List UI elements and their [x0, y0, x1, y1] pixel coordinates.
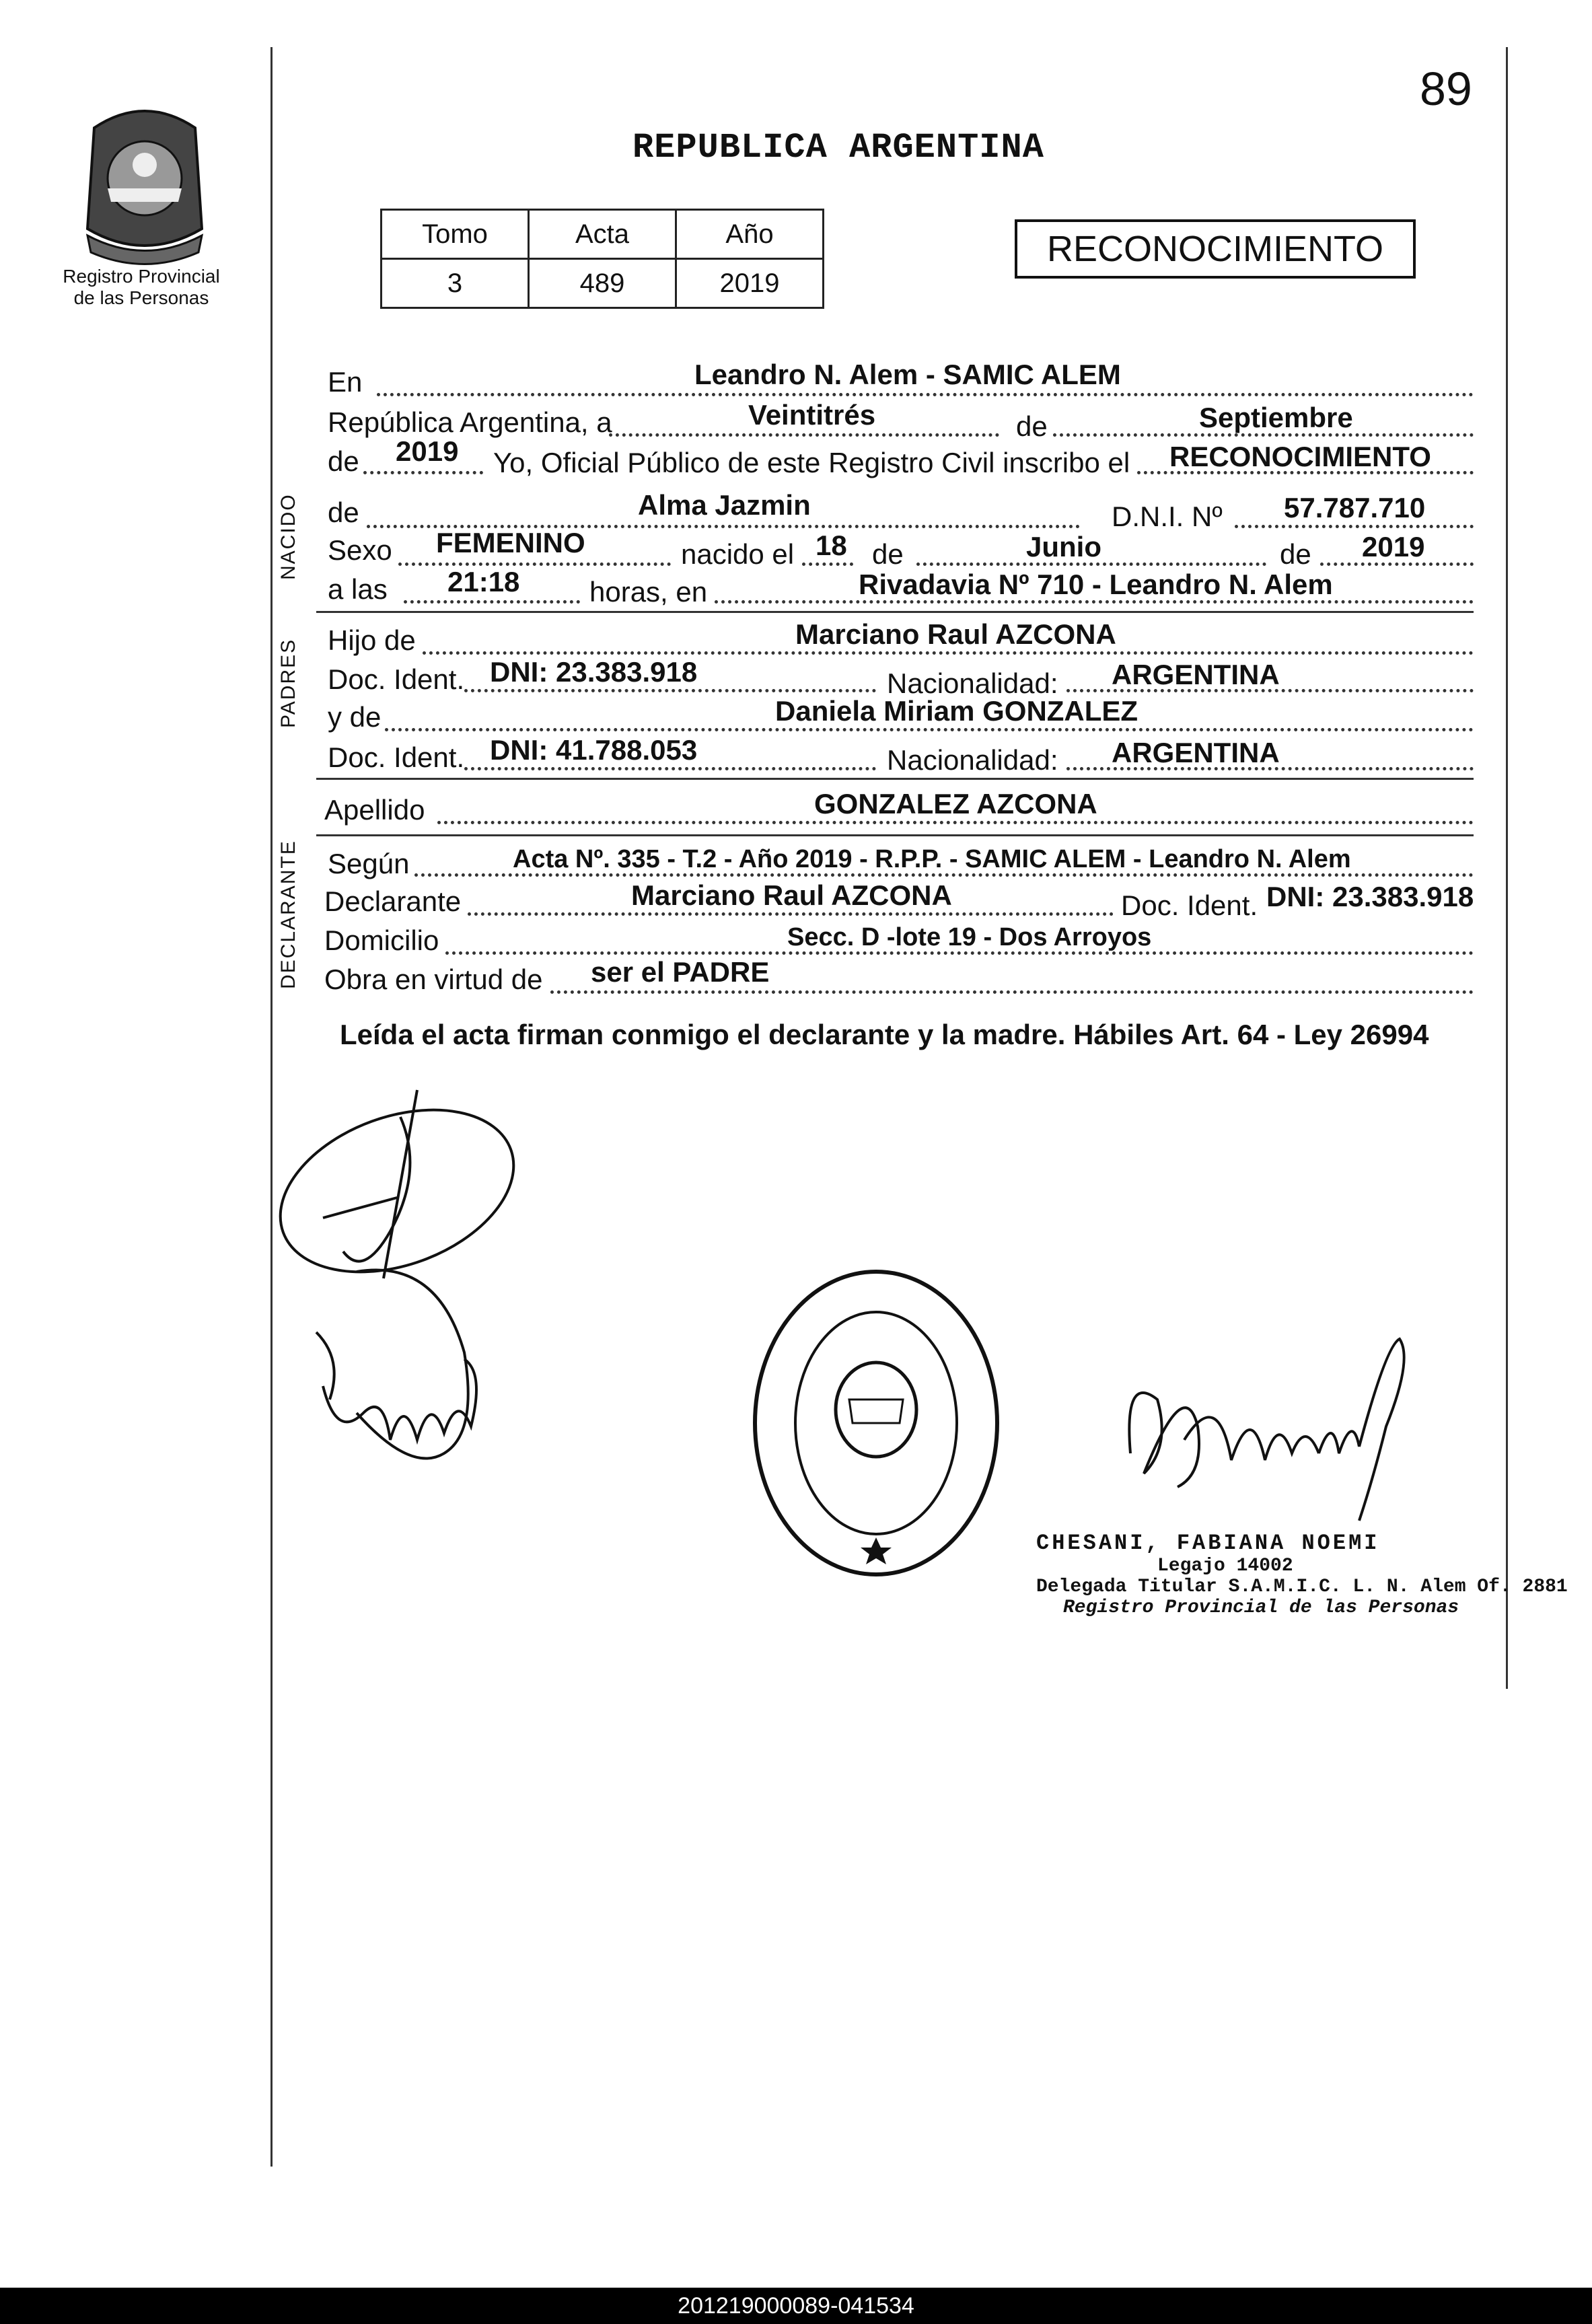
label-republica: República Argentina, a	[328, 406, 612, 438]
dotted-leader	[377, 393, 1474, 396]
dotted-leader	[423, 651, 1474, 655]
document-type-box: RECONOCIMIENTO	[1015, 219, 1416, 279]
page-number: 89	[1420, 63, 1472, 115]
label-de-mes: de	[1016, 410, 1048, 442]
value-madre-nac: ARGENTINA	[1112, 737, 1280, 768]
value-lugar-nac: Rivadavia Nº 710 - Leandro N. Alem	[859, 569, 1333, 600]
section-separator	[316, 611, 1474, 613]
label-obra: Obra en virtud de	[324, 964, 543, 995]
dotted-leader	[385, 728, 1474, 731]
label-domicilio: Domicilio	[324, 924, 439, 956]
value-padre-doc: DNI: 23.383.918	[490, 656, 698, 688]
section-label-nacido: NACIDO	[277, 493, 299, 580]
label-segun: Según	[328, 848, 410, 879]
value-segun: Acta Nº. 335 - T.2 - Año 2019 - R.P.P. - SAMIC ALEM - Leandro N. Alem	[513, 845, 1351, 873]
record-table	[380, 209, 824, 309]
label-nacionalidad: Nacionalidad:	[887, 667, 1058, 699]
dotted-leader	[550, 990, 1474, 994]
label-en: En	[328, 366, 363, 398]
label-de-anio2: de	[1280, 538, 1311, 570]
dotted-leader	[802, 562, 853, 566]
dotted-leader	[1235, 525, 1474, 528]
label-declarante: Declarante	[324, 885, 462, 917]
label-horas-en: horas, en	[589, 576, 708, 608]
value-nombre: Alma Jazmin	[638, 489, 811, 521]
label-a-las: a las	[328, 573, 388, 605]
dotted-leader	[363, 471, 483, 474]
label-de-anio: de	[328, 445, 359, 477]
label-de: de	[328, 497, 359, 528]
label-doc-ident3: Doc. Ident.	[1121, 889, 1258, 921]
value-dia: Veintitrés	[748, 399, 876, 431]
value-hora: 21:18	[447, 566, 520, 597]
section-separator	[316, 834, 1474, 836]
official-position: Delegada Titular S.A.M.I.C. L. N. Alem Of. 2881	[1036, 1576, 1568, 1597]
value-madre-doc: DNI: 41.788.053	[490, 734, 698, 766]
record-table-value-row	[382, 259, 824, 308]
label-apellido: Apellido	[324, 794, 425, 826]
value-apellido: GONZALEZ AZCONA	[814, 788, 1097, 820]
value-padre-nac: ARGENTINA	[1112, 659, 1280, 690]
section-separator	[316, 778, 1474, 780]
label-dni: D.N.I. Nº	[1112, 501, 1223, 532]
dotted-leader	[437, 821, 1474, 824]
record-table-header: Tomo	[382, 210, 529, 259]
label-doc-ident: Doc. Ident.	[328, 663, 465, 695]
declarant-signature	[222, 1077, 558, 1507]
misiones-emblem-logo	[67, 101, 222, 269]
label-doc-ident2: Doc. Ident.	[328, 741, 465, 773]
record-table-header: Acta	[529, 210, 676, 259]
value-obra: ser el PADRE	[591, 956, 770, 988]
registry-logo-caption	[40, 266, 242, 309]
dotted-leader	[464, 767, 876, 770]
value-mes-nac: Junio	[1026, 531, 1101, 562]
record-table-cell: 2019	[676, 259, 824, 308]
closing-statement: Leída el acta firman conmigo el declarante y la madre. Hábiles Art. 64 - Ley 26994	[340, 1019, 1429, 1050]
dotted-leader	[468, 912, 1114, 916]
value-anio: 2019	[396, 435, 459, 467]
official-legajo: Legajo 14002	[1157, 1556, 1293, 1576]
record-table-header: Año	[676, 210, 824, 259]
logo-caption-line-2: de las Personas	[73, 287, 209, 308]
value-declarante-doc: DNI: 23.383.918	[1266, 881, 1474, 912]
official-name: CHESANI, FABIANA NOEMI	[1036, 1531, 1380, 1556]
value-lugar: Leandro N. Alem - SAMIC ALEM	[694, 359, 1121, 390]
value-declarante: Marciano Raul AZCONA	[631, 879, 952, 911]
label-de-mes2: de	[872, 538, 904, 570]
label-nacido-el: nacido el	[681, 538, 795, 570]
value-anio-nac: 2019	[1362, 531, 1425, 562]
record-table-header-row	[382, 210, 824, 259]
label-nacionalidad2: Nacionalidad:	[887, 744, 1058, 776]
registry-seal-stamp	[748, 1265, 1004, 1581]
official-stamp-block	[1036, 1531, 1568, 1618]
value-domicilio: Secc. D -lote 19 - Dos Arroyos	[787, 923, 1152, 951]
value-dni: 57.787.710	[1284, 492, 1426, 523]
dotted-leader	[398, 562, 671, 566]
official-signature	[1103, 1319, 1440, 1541]
dotted-leader	[464, 689, 876, 692]
dotted-leader	[404, 600, 580, 604]
label-y-de: y de	[328, 701, 382, 733]
value-acto: RECONOCIMIENTO	[1169, 441, 1431, 472]
document-title: REPUBLICA ARGENTINA	[632, 128, 1044, 168]
label-sexo: Sexo	[328, 534, 392, 566]
value-dia-nac: 18	[816, 530, 847, 561]
logo-caption-line-1: Registro Provincial	[63, 266, 220, 287]
document-barcode-code: 201219000089-041534	[0, 2288, 1592, 2324]
dotted-leader	[609, 433, 999, 437]
label-yo-oficial: Yo, Oficial Público de este Registro Civil inscribo el	[493, 447, 1130, 478]
record-table-cell: 489	[529, 259, 676, 308]
right-margin-line	[1506, 47, 1508, 1689]
value-sexo: FEMENINO	[436, 527, 585, 558]
label-hijo-de: Hijo de	[328, 624, 416, 656]
record-table-cell: 3	[382, 259, 529, 308]
section-label-padres: PADRES	[277, 638, 299, 728]
section-label-declarante: DECLARANTE	[277, 840, 299, 989]
value-padre: Marciano Raul AZCONA	[795, 618, 1116, 650]
value-madre: Daniela Miriam GONZALEZ	[775, 695, 1138, 727]
value-mes: Septiembre	[1199, 402, 1353, 433]
official-registry: Registro Provincial de las Personas	[1063, 1597, 1459, 1618]
